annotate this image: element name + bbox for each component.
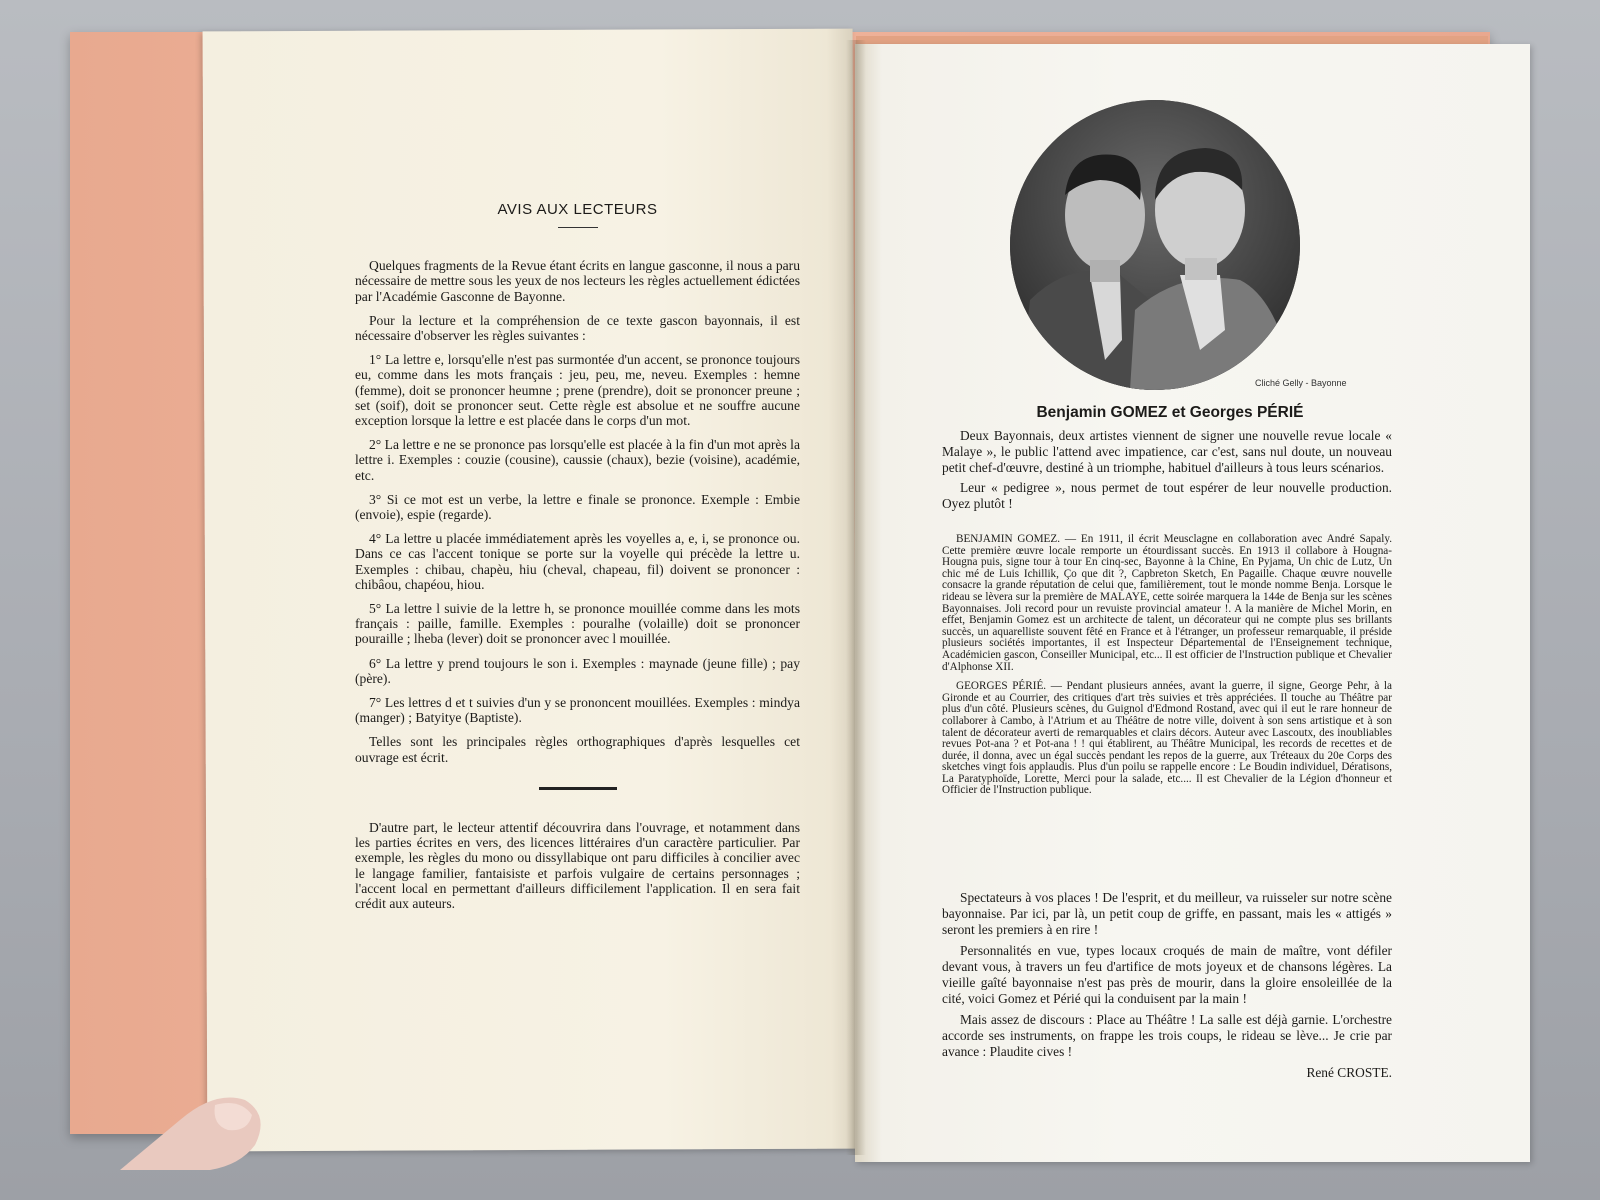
rule-1: 1° La lettre e, lorsqu'elle n'est pas surmontée d'un accent, se prononce toujours eu, comme dans les mots français : jeu, peu, me, neveu. Exemples : hemne (femme), doit se prononcer heumne ; prene (prendre), doit se prononcer preune ; set (soif), doit se prononcer seut. Cette règle est absolue et ne souffre aucune exception lorsque la lettre e est placée dans le corps d'un mot. — [355, 352, 800, 429]
portrait-illustration — [1010, 100, 1300, 390]
paragraph: Spectateurs à vos places ! De l'esprit, et du meilleur, va ruisseler sur notre scène bayonnaise. Par ici, par là, un petit coup de griffe, en passant, mais les « attigés » seront les premiers à en rire ! — [942, 890, 1392, 937]
rule-5: 5° La lettre l suivie de la lettre h, se prononce mouillée comme dans les mots français : paille, famille. Exemples : pouralhe (volaille) doit se prononcer pouraille ; lheba (lever) doit se prononcer avec l mouillée. — [355, 601, 800, 647]
rule-2: 2° La lettre e ne se prononce pas lorsqu'elle est placée à la fin d'un mot après la lettre i. Exemples : couzie (cousine), caussie (chaux), bezie (voisine), académie, etc. — [355, 437, 800, 483]
rule-7: 7° Les lettres d et t suivies d'un y se prononcent mouillées. Exemples : mindya (manger) ; Batyitye (Baptiste). — [355, 695, 800, 726]
intro-text — [942, 428, 1392, 517]
left-page-text — [355, 202, 800, 920]
page-heading: Benjamin GOMEZ et Georges PÉRIÉ — [1036, 404, 1304, 421]
rule-6: 6° La lettre y prend toujours le son i. Exemples : maynade (jeune fille) ; pay (père). — [355, 655, 800, 686]
portrait-photo — [1010, 100, 1300, 390]
paragraph: Quelques fragments de la Revue étant écrits en langue gasconne, il nous a paru nécessaire de mettre sous les yeux de nos lecteurs les règles actuellement édictées par l'Académie Gasconne de Bayonne. — [355, 258, 800, 304]
finger-illustration — [120, 1090, 270, 1170]
paragraph: Pour la lecture et la compréhension de ce texte gascon bayonnais, il est nécessaire d'observer les règles suivantes : — [355, 312, 800, 344]
outro-text — [942, 890, 1392, 1081]
section-divider — [539, 787, 617, 790]
rule-4: 4° La lettre u placée immédiatement après les voyelles a, e, i, se prononce ou. Dans ce cas l'accent tonique se porte sur la voyelle qui précède la lettre u. Exemples : chibau, chapèu, hiu (cheval, chapeau, fil) doivent se prononcer : chibâou, chapéou, hiou. — [355, 531, 800, 592]
closing-paragraph: D'autre part, le lecteur attentif découvrira dans l'ouvrage, et notamment dans les parties écrites en vers, des licences littéraires d'un caractère particulier. Par exemple, les règles du mono ou dissyllabique ont paru difficiles à concilier avec le langage familier, fantaisiste et parfois vulgaire de certains personnages ; l'accent local en permettant d'ailleurs difficilement l'application. Il en sera fait crédit aux auteurs. — [355, 819, 800, 911]
photo-credit: Cliché Gelly - Bayonne — [1255, 378, 1347, 388]
paragraph: Telles sont les principales règles orthographiques d'après lesquelles cet ouvrage est écrit. — [355, 734, 800, 765]
paragraph: Mais assez de discours : Place au Théâtre ! La salle est déjà garnie. L'orchestre accorde ses instruments, on frappe les trois coups, le rideau se lève... Je crie par avance : Plaudite cives ! — [942, 1012, 1392, 1059]
rule-3: 3° Si ce mot est un verbe, la lettre e finale se prononce. Exemple : Embie (envoie), espie (regarde). — [355, 491, 800, 523]
paragraph: Deux Bayonnais, deux artistes viennent de signer une nouvelle revue locale « Malaye », le public l'attend avec impatience, car c'est, sans nul doute, un nouveau petit chef-d'œuvre, destiné à un triomphe, habituel d'ailleurs à tous leurs scénarios. — [942, 428, 1392, 475]
title-divider — [558, 227, 598, 228]
bio-perie: GEORGES PÉRIÉ. — Pendant plusieurs années, avant la guerre, il signe, George Pehr, à la Gironde et au Courrier, des critiques d'art très suivies et très appréciées. Il touche au Théâtre par plus d'un côté. Plusieurs scènes, du Guignol d'Edmond Rostand, avec qui il eut le rare honneur de collaborer à Cambo, à l'Atrium et au Théâtre de notre ville, doivent à son sens artistique et à son talent de décorateur averti de remarquables et clairs décors. Auteur avec Lascoutx, des inoubliables revues Pot-ana ? et Pot-ana ! ! qui établirent, au Théâtre Municipal, les records de recettes et de durée, il donna, avec un égal succès pendant les repos de la guerre, aux Tréteaux du 20e Corps des sketches vingt fois applaudis. Plus d'un poilu se rappelle encore : Le Boudin individuel, Dératisons, La Paratyphoïde, Lorette, Merci pour la salade, etc.... Il est Chevalier de la Légion d'honneur et Officier de l'Instruction publique. — [942, 680, 1392, 797]
page-title: AVIS AUX LECTEURS — [497, 201, 658, 218]
bios-text — [942, 534, 1392, 805]
book-gutter — [846, 40, 866, 1155]
bio-gomez: BENJAMIN GOMEZ. — En 1911, il écrit Meusclagne en collaboration avec André Sapaly. Cette première œuvre locale remporte un étourdissant succès. En 1913 il collabore à Hougna-Hougna puis, signe tour à tour En cinq-sec, Bayonne à la Chine, En Pyjama, Un chic de Lutz, Un chic mé de Luis Ichillik, Ço que dit ?, Capbreton Sketch, En Pagaille. Chaque œuvre nouvelle consacre la grande réputation de celui que, familièrement, tout le monde nomme Benja. Lorsque le rideau se lèvera sur la première de MALAYE, cette soirée marquera la 144e de Benja sur les scènes Bayonnaises. Joli record pour un revuiste provincial amateur !. A la manière de Michel Morin, en effet, Benjamin Gomez est un architecte de talent, un décorateur qui ne compte plus ses brillants succès, un aquarelliste souvent fêté en France et à l'étranger, un professeur remarquable, il préside plusieurs sociétés importantes, il est Inspecteur Départemental de l'Enseignement technique, Académicien gascon, Conseiller Municipal, etc... Il est officier de l'Instruction publique et Chevalier d'Alphonse XII. — [942, 533, 1392, 673]
paragraph: Personnalités en vue, types locaux croqués de main de maître, vont défiler devant vous, à travers un feu d'artifice de mots joyeux et de chansons légères. La vieille gaîté bayonnaise n'est pas près de mourir, dans la gloire ensoleillée de la cité, voici Gomez et Périé qui la conduisent par la main ! — [942, 943, 1392, 1006]
signature: René CROSTE. — [1306, 1065, 1392, 1080]
paragraph: Leur « pedigree », nous permet de tout espérer de leur nouvelle production. Oyez plutôt ! — [942, 480, 1392, 512]
